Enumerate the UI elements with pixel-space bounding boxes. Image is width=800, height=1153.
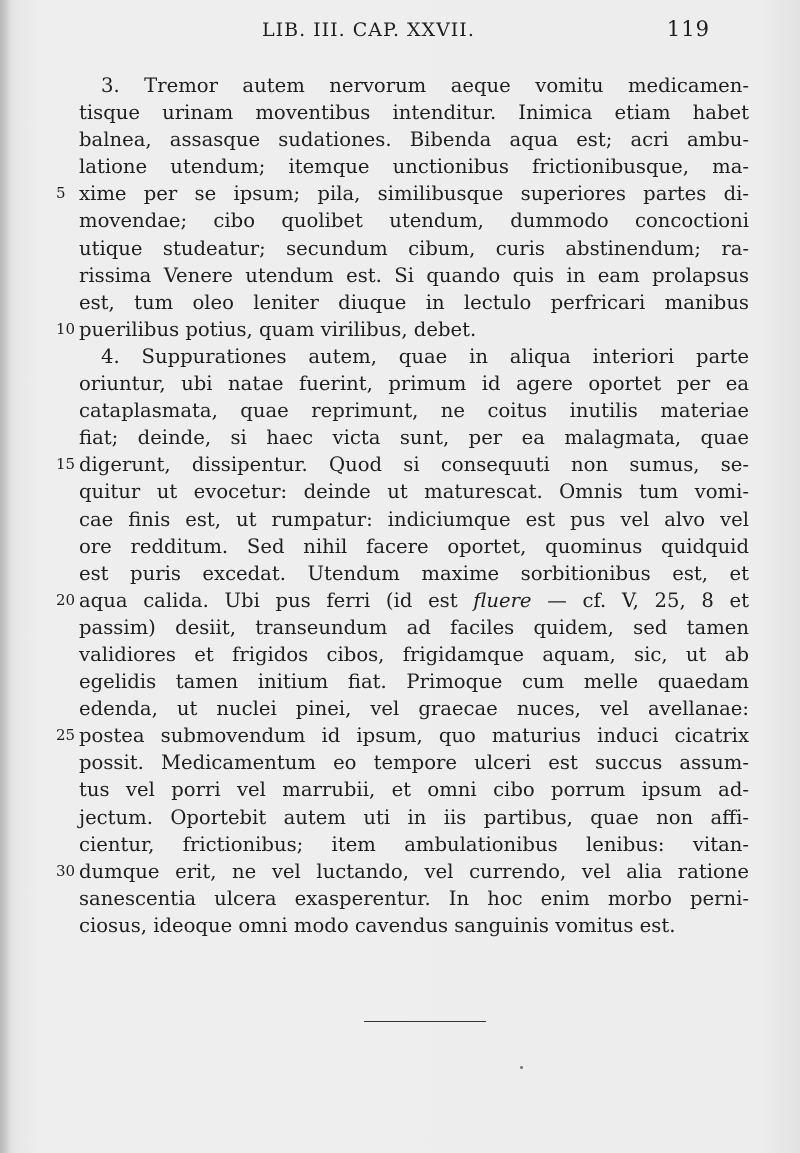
line-text: xime per se ipsum; pila, similibusque superiores partes di- [79,182,749,206]
text-line [79,478,749,505]
text-line [79,885,749,912]
text-line [79,695,749,722]
line-text: fiat; deinde, si haec victa sunt, per ea malagmata, quae [79,426,749,450]
line-text: tus vel porri vel marrubii, et omni cibo porrum ipsum ad- [79,778,749,802]
line-text: digerunt, dissipentur. Quod si consequuti non sumus, se- [79,453,749,477]
text-line [79,126,749,153]
text-line [79,749,749,776]
text-line [56,316,749,343]
text-line [79,614,749,641]
text-line [79,370,749,397]
line-text: postea submovendum id ipsum, quo maturius induci cicatrix [79,724,749,748]
line-text: possit. Medicamentum eo tempore ulceri est succus assum- [79,751,749,775]
text-line [79,397,749,424]
line-text: est, tum oleo leniter diuque in lectulo perfricari manibus [79,290,749,314]
line-text: dumque erit, ne vel luctando, vel currendo, vel alia ratione [79,859,749,883]
line-text: puerilibus potius, quam virilibus, debet. [79,317,477,341]
text-line [56,722,749,749]
line-text: movendae; cibo quolibet utendum, dummodo concoctioni [79,209,749,233]
line-text: oriuntur, ubi natae fuerint, primum id agere oportet per ea [79,372,749,396]
text-line [79,533,749,560]
line-text: balnea, assasque sudationes. Bibenda aqua est; acri ambu- [79,128,749,152]
line-text: est puris excedat. Utendum maxime sorbitionibus est, et [79,561,749,585]
line-text: 3. Tremor autem nervorum aeque vomitu medicamen- [101,74,749,97]
text-line [56,180,749,207]
text-line [79,343,749,370]
line-text: ciosus, ideoque omni modo cavendus sanguinis vomitus est. [79,913,676,937]
text-line [79,235,749,262]
text-line [56,587,749,614]
text-line [56,858,749,885]
line-number: 5 [56,184,66,203]
line-text: ore redditum. Sed nihil facere oportet, quominus quidquid [79,534,749,558]
text-line [79,776,749,803]
line-text: utique studeatur; secundum cibum, curis abstinendum; ra- [79,236,749,260]
text-line [79,424,749,451]
text-line [79,668,749,695]
text-line [79,207,749,234]
line-text: egelidis tamen initium fiat. Primoque cum melle quaedam [79,670,749,694]
text-line [79,99,749,126]
line-text: edenda, ut nuclei pinei, vel graecae nuces, vel avellanae: [79,697,749,721]
text-line [79,153,749,180]
line-text: jectum. Oportebit autem uti in iis partibus, quae non affi- [79,805,749,829]
line-text-tail: — cf. V, 25, 8 et [531,588,749,612]
line-number: 30 [56,861,76,880]
line-text: rissima Venere utendum est. Si quando quis in eam prolapsus [79,263,749,287]
text-line [79,289,749,316]
line-text: sanescentia ulcera exasperentur. In hoc enim morbo perni- [79,886,749,910]
running-title: LIB. III. CAP. XXVII. [262,19,475,41]
ink-speck [520,1066,523,1069]
text-line [79,506,749,533]
text-line [79,831,749,858]
text-line [56,451,749,478]
line-number: 25 [56,726,76,745]
text-line [79,72,749,99]
line-number: 15 [56,455,76,474]
gutter-shadow [0,0,10,1153]
text-line [79,560,749,587]
line-number: 20 [56,590,76,609]
text-line [79,641,749,668]
line-text: aqua calida. Ubi pus ferri (id est [79,588,474,612]
section-rule [364,1021,486,1022]
text-line [79,804,749,831]
line-text: cataplasmata, quae reprimunt, ne coitus inutilis materiae [79,399,749,423]
running-head [262,19,710,49]
line-text: cientur, frictionibus; item ambulationibus lenibus: vitan- [79,832,749,856]
line-text: cae finis est, ut rumpatur: indiciumque est pus vel alvo vel [79,507,749,531]
body-text [56,72,749,939]
line-text: quitur ut evocetur: deinde ut maturescat. Omnis tum vomi- [79,480,749,504]
line-text: tisque urinam moventibus intenditur. Inimica etiam habet [79,101,749,125]
line-number: 10 [56,319,76,338]
line-text: 4. Suppurationes autem, quae in aliqua interiori parte [101,344,749,368]
line-text: passim) desiit, transeundum ad faciles quidem, sed tamen [79,615,749,639]
page-number: 119 [666,17,710,41]
text-line [79,912,749,939]
text-line [79,262,749,289]
italic-word: fluere [473,588,532,612]
line-text: latione utendum; itemque unctionibus frictionibusque, ma- [79,155,749,179]
line-text: validiores et frigidos cibos, frigidamque aquam, sic, ut ab [79,642,749,666]
